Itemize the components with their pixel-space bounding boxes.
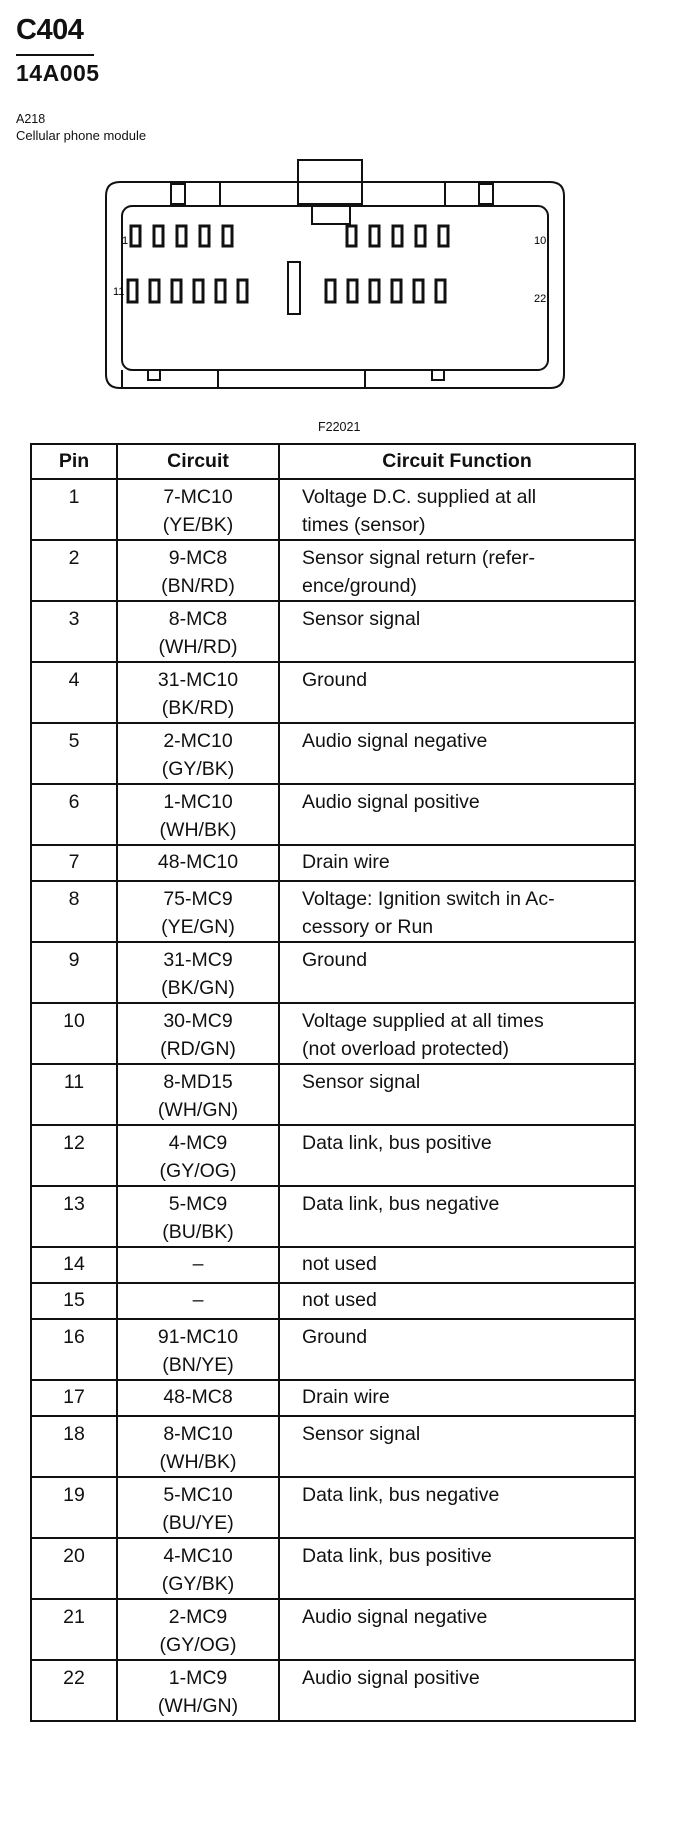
circuit-function-line: Ground — [302, 949, 368, 971]
circuit-function-cell — [279, 1380, 635, 1416]
circuit-cell — [117, 845, 279, 881]
circuit-function-cell — [279, 1477, 635, 1538]
circuit-function-cell — [279, 1247, 635, 1283]
circuit-cell — [117, 540, 279, 601]
connector-id: C404 — [16, 14, 84, 46]
circuit-code: 1-MC10 — [163, 791, 233, 813]
circuit-cell — [117, 1416, 279, 1477]
circuit-function-cell — [279, 1283, 635, 1319]
pin-label-1: 1 — [122, 235, 129, 247]
circuit-function-line: Sensor signal return (refer- — [302, 547, 536, 569]
pin-cavity — [150, 280, 159, 302]
circuit-code: 8-MD15 — [163, 1071, 233, 1093]
circuit-function-cell — [279, 479, 635, 540]
pin-cavity — [194, 280, 203, 302]
circuit-code: 8-MC10 — [163, 1423, 233, 1445]
circuit-function-cell — [279, 662, 635, 723]
circuit-function-cell — [279, 1186, 635, 1247]
pin-number: 10 — [31, 1003, 117, 1064]
circuit-function-line: Audio signal positive — [302, 1667, 480, 1689]
wire-color: (GY/OG) — [159, 1160, 237, 1182]
circuit-code: 9-MC8 — [168, 547, 228, 569]
circuit-cell — [117, 1125, 279, 1186]
circuit-function-line: Audio signal negative — [302, 730, 488, 752]
circuit-function-cell — [279, 1660, 635, 1721]
table-row — [31, 662, 635, 723]
pin-label-22: 22 — [534, 293, 547, 305]
pin-cavity — [439, 226, 448, 246]
pin-label-10: 10 — [534, 235, 547, 247]
pin-cavity — [393, 226, 402, 246]
connector-diagram — [100, 156, 570, 406]
pin-cavity — [348, 280, 357, 302]
wire-color: (BN/YE) — [162, 1354, 234, 1376]
wire-color: (WH/GN) — [157, 1099, 239, 1121]
circuit-function-cell — [279, 1064, 635, 1125]
table-row — [31, 479, 635, 540]
header-circuit-function: Circuit Function — [279, 444, 635, 479]
circuit-code: 91-MC10 — [157, 1326, 239, 1348]
circuit-function-cell — [279, 540, 635, 601]
pin-number: 6 — [31, 784, 117, 845]
circuit-cell — [117, 1599, 279, 1660]
circuit-function-line: Ground — [302, 1326, 368, 1348]
circuit-function-cell — [279, 784, 635, 845]
circuit-function-line: Data link, bus negative — [302, 1193, 500, 1215]
circuit-function-line: Sensor signal — [302, 1071, 421, 1093]
pin-cavity — [392, 280, 401, 302]
pin-number: 4 — [31, 662, 117, 723]
pin-cavity — [131, 226, 140, 246]
pin-number: 12 — [31, 1125, 117, 1186]
pin-cavity — [223, 226, 232, 246]
circuit-code: 30-MC9 — [163, 1010, 233, 1032]
circuit-code: 2-MC9 — [168, 1606, 228, 1628]
circuit-function-line: Voltage D.C. supplied at all — [302, 486, 537, 508]
circuit-cell — [117, 1064, 279, 1125]
table-row — [31, 881, 635, 942]
circuit-cell — [117, 1283, 279, 1319]
circuit-cell — [117, 662, 279, 723]
pin-cavity — [414, 280, 423, 302]
wire-color: (WH/RD) — [158, 636, 238, 658]
circuit-function-line: Ground — [302, 669, 368, 691]
pin-cavity — [177, 226, 186, 246]
circuit-cell — [117, 1247, 279, 1283]
wire-color: (BU/YE) — [162, 1512, 234, 1534]
pin-number: 21 — [31, 1599, 117, 1660]
pin-number: 5 — [31, 723, 117, 784]
wire-color: (RD/GN) — [160, 1038, 236, 1060]
circuit-function-cell — [279, 1599, 635, 1660]
circuit-cell — [117, 1660, 279, 1721]
table-row — [31, 1599, 635, 1660]
table-row — [31, 1380, 635, 1416]
reference-code: A218 — [16, 112, 46, 126]
pin-cavity — [370, 280, 379, 302]
circuit-cell — [117, 1538, 279, 1599]
pin-number: 3 — [31, 601, 117, 662]
table-row — [31, 1283, 635, 1319]
circuit-function-line: times (sensor) — [302, 514, 426, 536]
circuit-function-line: Data link, bus positive — [302, 1132, 492, 1154]
pin-number: 7 — [31, 845, 117, 881]
circuit-function-line: Drain wire — [302, 851, 390, 873]
pin-number: 8 — [31, 881, 117, 942]
pin-number: 9 — [31, 942, 117, 1003]
circuit-cell — [117, 601, 279, 662]
header-circuit: Circuit — [117, 444, 279, 479]
wire-color: (WH/BK) — [159, 819, 237, 841]
circuit-code: 31-MC10 — [157, 669, 239, 691]
circuit-function-cell — [279, 881, 635, 942]
circuit-function-line: not used — [302, 1289, 377, 1311]
table-row — [31, 1186, 635, 1247]
circuit-cell — [117, 723, 279, 784]
circuit-cell — [117, 1380, 279, 1416]
circuit-code: 5-MC9 — [168, 1193, 228, 1215]
pin-cavity — [216, 280, 225, 302]
wire-color: (BN/RD) — [161, 575, 235, 597]
table-row — [31, 1538, 635, 1599]
circuit-function-line: Drain wire — [302, 1386, 390, 1408]
circuit-code: 8-MC8 — [168, 608, 228, 630]
circuit-cell — [117, 784, 279, 845]
circuit-code: 4-MC10 — [163, 1545, 233, 1567]
pin-label-11: 11 — [113, 286, 125, 298]
table-row — [31, 540, 635, 601]
pin-number: 1 — [31, 479, 117, 540]
circuit-cell — [117, 1186, 279, 1247]
circuit-function-cell — [279, 845, 635, 881]
pin-cavity — [326, 280, 335, 302]
circuit-function-line: (not overload protected) — [302, 1038, 510, 1060]
table-row — [31, 1416, 635, 1477]
pin-number: 19 — [31, 1477, 117, 1538]
circuit-cell — [117, 881, 279, 942]
table-row — [31, 1064, 635, 1125]
pin-table — [30, 443, 636, 1722]
circuit-code: 4-MC9 — [168, 1132, 228, 1154]
circuit-cell — [117, 1319, 279, 1380]
pin-cavity — [347, 226, 356, 246]
table-row — [31, 1660, 635, 1721]
circuit-function-cell — [279, 942, 635, 1003]
pin-number: 18 — [31, 1416, 117, 1477]
wire-color: (WH/BK) — [159, 1451, 237, 1473]
table-row — [31, 1319, 635, 1380]
table-row — [31, 1003, 635, 1064]
circuit-function-cell — [279, 601, 635, 662]
table-row — [31, 723, 635, 784]
pin-cavity — [154, 226, 163, 246]
pin-number: 22 — [31, 1660, 117, 1721]
connector-key — [288, 262, 300, 314]
circuit-function-line: not used — [302, 1253, 377, 1275]
table-row — [31, 1247, 635, 1283]
circuit-function-line: Voltage supplied at all times — [302, 1010, 544, 1032]
table-header-row — [31, 444, 635, 479]
circuit-function-line: Sensor signal — [302, 1423, 421, 1445]
circuit-code: 48-MC8 — [163, 1386, 233, 1408]
pin-number: 2 — [31, 540, 117, 601]
pin-cavity — [128, 280, 137, 302]
circuit-code: 75-MC9 — [163, 888, 233, 910]
module-description: Cellular phone module — [16, 128, 147, 143]
circuit-function-cell — [279, 1416, 635, 1477]
pin-cavity — [436, 280, 445, 302]
circuit-code: 48-MC10 — [157, 851, 239, 873]
figure-id: F22021 — [318, 420, 361, 434]
header-pin: Pin — [31, 444, 117, 479]
circuit-function-cell — [279, 723, 635, 784]
table-row — [31, 1125, 635, 1186]
wire-color: (YE/BK) — [162, 514, 234, 536]
circuit-code: 31-MC9 — [163, 949, 233, 971]
wire-color: (BK/RD) — [161, 697, 235, 719]
circuit-function-cell — [279, 1319, 635, 1380]
circuit-function-cell — [279, 1003, 635, 1064]
pin-number: 11 — [31, 1064, 117, 1125]
circuit-code: 2-MC10 — [163, 730, 233, 752]
title-underline — [16, 54, 94, 56]
pin-cavity — [416, 226, 425, 246]
wire-color: (GY/BK) — [161, 1573, 235, 1595]
table-row — [31, 784, 635, 845]
table-row — [31, 942, 635, 1003]
part-number: 14A005 — [16, 60, 100, 86]
circuit-cell — [117, 942, 279, 1003]
pin-number: 13 — [31, 1186, 117, 1247]
pin-number: 17 — [31, 1380, 117, 1416]
pin-number: 15 — [31, 1283, 117, 1319]
pin-number: 16 — [31, 1319, 117, 1380]
table-row — [31, 1477, 635, 1538]
circuit-function-line: Data link, bus positive — [302, 1545, 492, 1567]
circuit-cell — [117, 1477, 279, 1538]
circuit-function-line: Audio signal positive — [302, 791, 480, 813]
pin-number: 20 — [31, 1538, 117, 1599]
wire-color: (YE/GN) — [161, 916, 235, 938]
wire-color: (GY/OG) — [159, 1634, 237, 1656]
circuit-function-cell — [279, 1125, 635, 1186]
wire-color: (BU/BK) — [162, 1221, 234, 1243]
circuit-function-line: Data link, bus negative — [302, 1484, 500, 1506]
circuit-function-line: cessory or Run — [302, 916, 434, 938]
circuit-function-line: Sensor signal — [302, 608, 421, 630]
circuit-function-line: Audio signal negative — [302, 1606, 488, 1628]
circuit-code: 7-MC10 — [163, 486, 233, 508]
circuit-function-cell — [279, 1538, 635, 1599]
table-row — [31, 601, 635, 662]
wire-color: (BK/GN) — [161, 977, 235, 999]
pin-cavity — [370, 226, 379, 246]
circuit-cell — [117, 479, 279, 540]
wire-color: (WH/GN) — [157, 1695, 239, 1717]
circuit-cell — [117, 1003, 279, 1064]
circuit-code: 1-MC9 — [168, 1667, 228, 1689]
circuit-function-line: ence/ground) — [302, 575, 417, 597]
table-row — [31, 845, 635, 881]
pin-cavity — [200, 226, 209, 246]
pin-cavity — [238, 280, 247, 302]
circuit-function-line: Voltage: Ignition switch in Ac- — [302, 888, 555, 910]
circuit-code: 5-MC10 — [163, 1484, 233, 1506]
circuit-code: – — [192, 1289, 204, 1311]
pin-cavity — [172, 280, 181, 302]
circuit-code: – — [192, 1253, 204, 1275]
pin-number: 14 — [31, 1247, 117, 1283]
wire-color: (GY/BK) — [161, 758, 235, 780]
